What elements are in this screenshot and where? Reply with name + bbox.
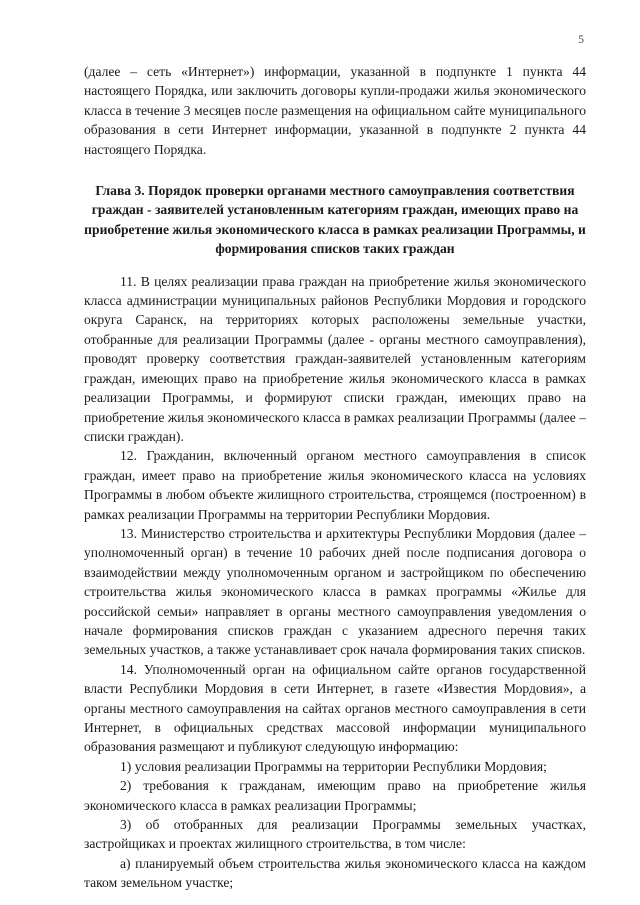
paragraph-12: 12. Гражданин, включенный органом местного самоуправления в список граждан, имеет право на приобретение жилья экономического класса на условиях Программы в любом объекте жилищного строительства, строящемся (построенном) в рамках реализации Программы на территории Республики Мордовия. [84, 448, 586, 522]
paragraph-14: 14. Уполномоченный орган на официальном сайте органов государственной власти Республики Мордовия в сети Интернет, в газете «Известия Мордовия», а органы местного самоуправления на сайтах органов местного самоуправления в сети Интернет, в официальных средствах массовой информации муниципального образования размещают и публикуют следующую информацию: [84, 661, 586, 755]
list-item-1: 1) условия реализации Программы на территории Республики Мордовия; [120, 758, 547, 774]
list-item-3: 3) об отобранных для реализации Программы земельных участках, застройщиках и проектах жилищного строительства, в том числе: [84, 817, 586, 852]
paragraph-11: 11. В целях реализации права граждан на приобретение жилья экономического класса администрации муниципальных районов Республики Мордовия и городского округа Саранск, на территориях которых расположены земельные участки, отобранные для реализации Программы (далее - органы местного самоуправления), проводят проверку соответствия граждан-заявителей установленным категориям граждан, имеющих право на приобретение жилья экономического класса в рамках реализации Программы, и формируют списки граждан, имеющих право на приобретение жилья экономического класса в рамках реализации Программы (далее – списки граждан). [84, 273, 586, 444]
list-item-2: 2) требования к гражданам, имеющим право на приобретение жилья экономического класса в рамках реализации Программы; [84, 778, 586, 813]
list-item-3a: а) планируемый объем строительства жилья экономического класса на каждом таком земельном участке; [84, 855, 586, 891]
intro-paragraph: (далее – сеть «Интернет») информации, указанной в подпункте 1 пункта 44 настоящего Порядка, или заключить договоры купли-продажи жилья экономического класса в течение 3 месяцев после размещения на официальном сайте муниципального образования в сети Интернет информации, указанной в подпункте 2 пункта 44 настоящего Порядка. [84, 64, 586, 157]
paragraph-13: 13. Министерство строительства и архитектуры Республики Мордовия (далее – уполномоченный орган) в течение 10 рабочих дней после подписания договора о взаимодействии между уполномоченным органом и застройщиком по обеспечению строительства жилья экономического класса в рамках программы «Жилье для российской семьи» направляет в органы местного самоуправления уведомления о начале формирования списков граждан с указанием адресного перечня таких земельных участков, а также устанавливает срок начала формирования таких списков. [84, 525, 586, 658]
page-number: 5 [578, 34, 584, 46]
chapter-heading: Глава 3. Порядок проверки органами местного самоуправления соответствия граждан - заявителей установленным категориям граждан, имеющих право на приобретение жилья экономического класса в рамках реализации Программы, и формирования списков таких граждан [84, 183, 586, 257]
